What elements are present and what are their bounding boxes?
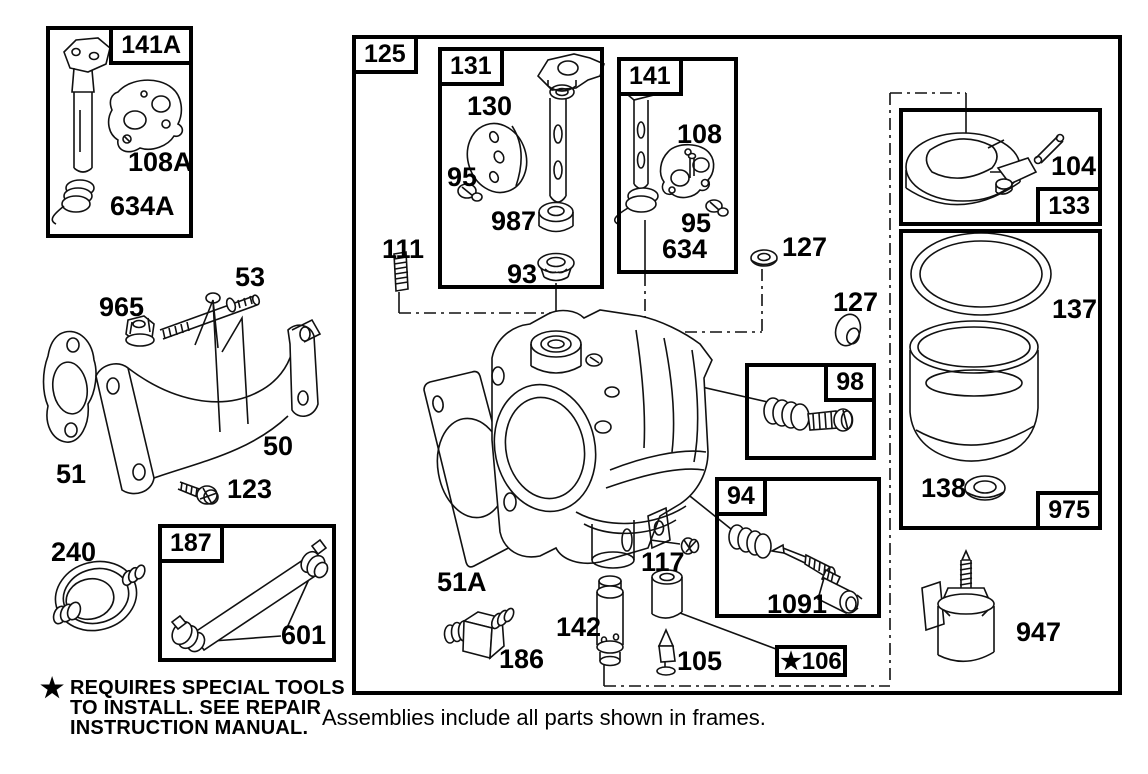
frame-975-label: 975 bbox=[1036, 491, 1102, 530]
gasket-51-art bbox=[44, 332, 97, 443]
label-111: 111 bbox=[382, 234, 425, 264]
special-tools-star-icon: ★ bbox=[40, 673, 65, 703]
label-965: 965 bbox=[99, 292, 145, 322]
frame-94-label: 94 bbox=[715, 477, 767, 516]
label-987: 987 bbox=[491, 206, 537, 236]
frame-98 bbox=[745, 363, 876, 460]
label-127-top: 127 bbox=[782, 232, 828, 262]
assemblies-note: Assemblies include all parts shown in frames. bbox=[322, 705, 766, 730]
label-601: 601 bbox=[281, 620, 327, 650]
frame-106: ★106 bbox=[775, 645, 847, 677]
label-50: 50 bbox=[263, 431, 294, 461]
frame-141-label: 141 bbox=[617, 57, 683, 96]
label-105: 105 bbox=[677, 646, 723, 676]
label-130: 130 bbox=[467, 91, 513, 121]
special-tools-note-line2: TO INSTALL. SEE REPAIR bbox=[70, 697, 322, 719]
label-127-side: 127 bbox=[833, 287, 879, 317]
frame-98-label: 98 bbox=[824, 363, 876, 402]
label-634A: 634A bbox=[110, 191, 175, 221]
label-1091: 1091 bbox=[767, 589, 828, 619]
label-95-131: 95 bbox=[447, 162, 478, 192]
label-104: 104 bbox=[1051, 151, 1097, 181]
frame-125-label: 125 bbox=[352, 35, 418, 74]
label-186: 186 bbox=[499, 644, 545, 674]
frame-131-label: 131 bbox=[438, 47, 504, 86]
label-142: 142 bbox=[556, 612, 602, 642]
label-95-141: 95 bbox=[681, 208, 712, 238]
stud-53-art bbox=[160, 294, 260, 339]
label-138: 138 bbox=[921, 473, 967, 503]
label-51: 51 bbox=[56, 459, 87, 489]
frame-133-label: 133 bbox=[1036, 187, 1102, 226]
label-137: 137 bbox=[1052, 294, 1098, 324]
special-tools-note-line1: REQUIRES SPECIAL TOOLS bbox=[70, 677, 345, 699]
frame-141A-label: 141A bbox=[109, 26, 193, 65]
label-947: 947 bbox=[1016, 617, 1062, 647]
label-93: 93 bbox=[507, 259, 538, 289]
label-108A: 108A bbox=[128, 147, 193, 177]
special-tools-note-line3: INSTRUCTION MANUAL. bbox=[70, 717, 309, 739]
frame-187-label: 187 bbox=[158, 524, 224, 563]
label-53: 53 bbox=[235, 262, 266, 292]
screw-123-art bbox=[178, 482, 218, 504]
label-117: 117 bbox=[641, 547, 685, 577]
label-123: 123 bbox=[227, 474, 273, 504]
label-240: 240 bbox=[51, 537, 97, 567]
label-634: 634 bbox=[662, 234, 708, 264]
label-108: 108 bbox=[677, 119, 723, 149]
label-51A: 51A bbox=[437, 567, 487, 597]
